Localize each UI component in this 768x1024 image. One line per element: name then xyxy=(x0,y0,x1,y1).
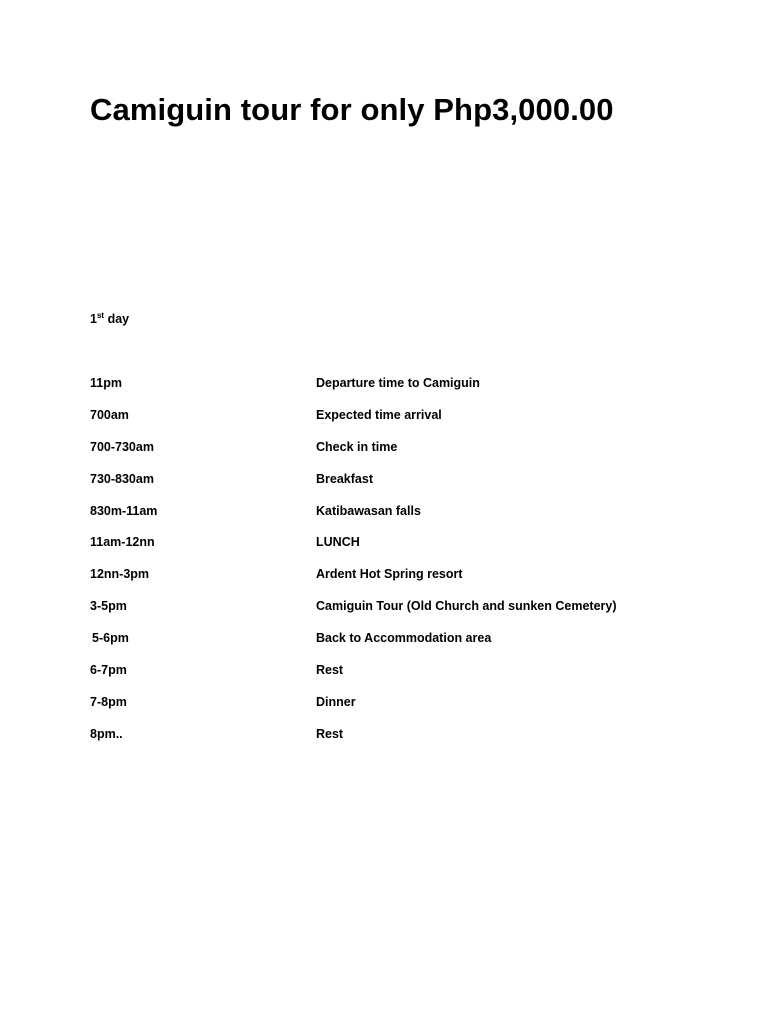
schedule-time: 12nn-3pm xyxy=(90,567,150,582)
schedule-time: 700-730am xyxy=(90,439,154,454)
schedule-activity: Camiguin Tour (Old Church and sunken Cemetery) xyxy=(316,599,617,614)
schedule-activity: Check in time xyxy=(316,439,398,454)
schedule-time: 5-6pm xyxy=(92,631,129,646)
schedule-row xyxy=(90,376,650,408)
schedule-time: 6-7pm xyxy=(90,663,127,678)
schedule-row xyxy=(90,535,650,567)
schedule-table xyxy=(90,376,650,759)
day-heading xyxy=(90,312,129,326)
schedule-row xyxy=(90,727,650,759)
schedule-activity: Rest xyxy=(316,663,344,678)
day-ordinal-suffix: st xyxy=(96,310,105,320)
schedule-row xyxy=(90,663,650,695)
schedule-activity: Departure time to Camiguin xyxy=(316,376,480,390)
schedule-time: 7-8pm xyxy=(90,694,127,709)
schedule-activity: Expected time arrival xyxy=(316,407,442,422)
schedule-activity: Breakfast xyxy=(316,471,373,486)
schedule-time: 730-830am xyxy=(90,471,154,486)
schedule-time: 11am-12nn xyxy=(90,535,155,550)
schedule-activity: Dinner xyxy=(316,694,356,709)
schedule-row xyxy=(90,599,650,631)
day-number: 1 xyxy=(90,312,97,326)
page-title: Camiguin tour for only Php3,000.00 xyxy=(90,92,614,127)
schedule-time: 11pm xyxy=(90,376,122,390)
schedule-time: 8pm.. xyxy=(90,726,123,741)
day-label: day xyxy=(107,312,130,326)
schedule-activity: Back to Accommodation area xyxy=(316,631,492,646)
schedule-time: 700am xyxy=(90,407,129,422)
schedule-activity: Ardent Hot Spring resort xyxy=(316,567,463,582)
schedule-row xyxy=(90,504,650,536)
schedule-activity: LUNCH xyxy=(316,535,360,550)
schedule-activity: Rest xyxy=(316,726,344,741)
schedule-row xyxy=(90,631,650,663)
schedule-row xyxy=(90,408,650,440)
schedule-row xyxy=(90,567,650,599)
schedule-row xyxy=(90,472,650,504)
schedule-row xyxy=(90,695,650,727)
schedule-row xyxy=(90,440,650,472)
schedule-activity: Katibawasan falls xyxy=(316,503,421,518)
schedule-time: 830m-11am xyxy=(90,503,158,518)
schedule-time: 3-5pm xyxy=(90,599,127,614)
